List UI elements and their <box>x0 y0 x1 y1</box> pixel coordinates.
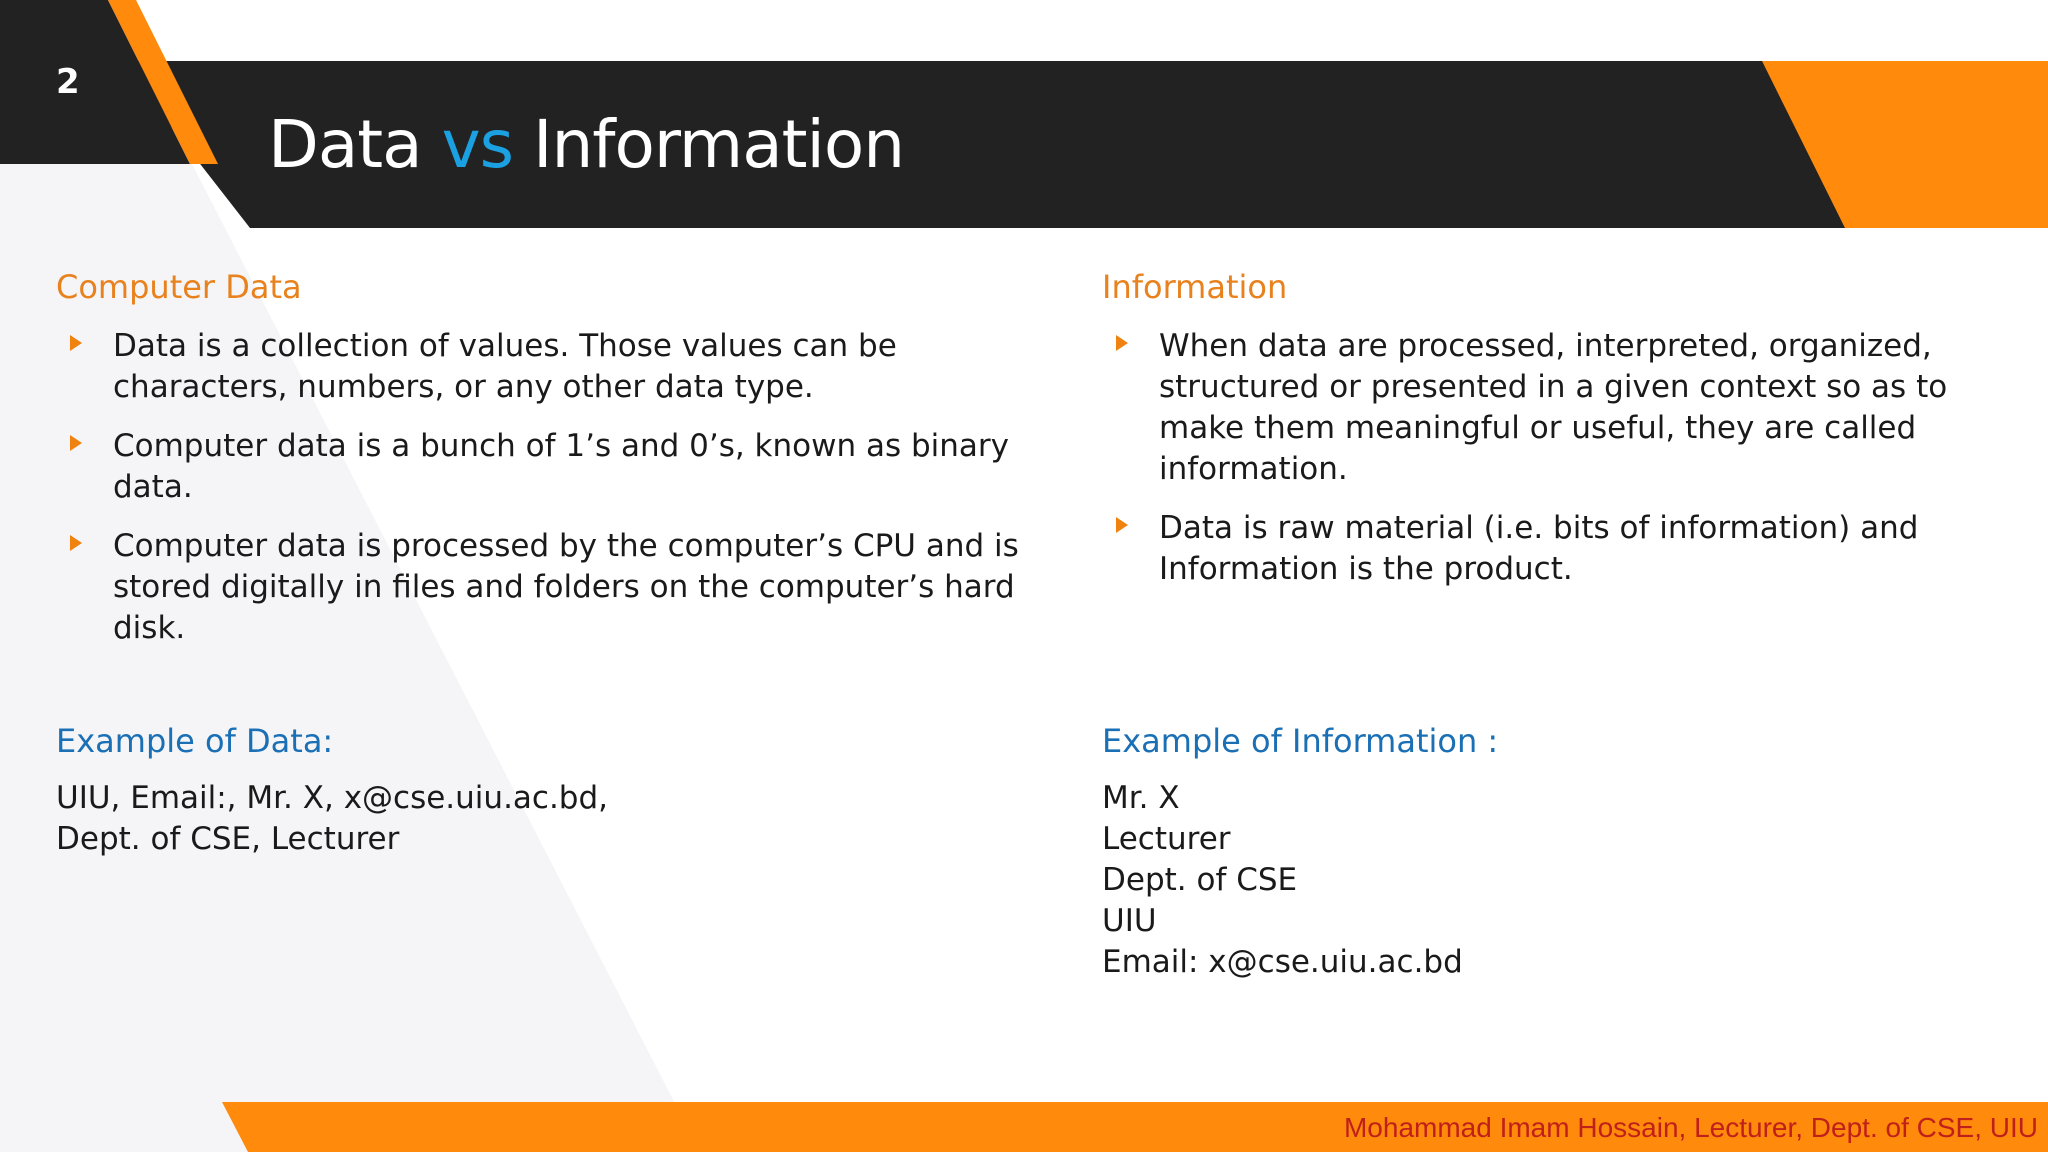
computer-data-bullets <box>56 326 1056 649</box>
example-data-line: Dept. of CSE, Lecturer <box>56 821 400 857</box>
slide-number: 2 <box>56 62 80 102</box>
slide-title <box>268 106 904 183</box>
computer-data-heading: Computer Data <box>56 268 302 306</box>
example-information-heading: Example of Information : <box>1102 722 1499 760</box>
title-data: Data <box>268 106 442 183</box>
example-information-line: Mr. X <box>1102 780 1180 816</box>
bullet-item <box>56 326 1056 408</box>
information-section <box>1102 266 2002 608</box>
example-of-information <box>1102 720 1802 983</box>
title-information: Information <box>513 106 905 183</box>
bullet-text: Computer data is a bunch of 1’s and 0’s, known as binary data. <box>113 428 1010 505</box>
footer-author: Mohammad Imam Hossain, Lecturer, Dept. of CSE, UIU <box>1343 1112 2038 1143</box>
information-bullets <box>1102 326 2002 590</box>
bullet-arrow-icon <box>70 535 82 551</box>
bullet-text: Data is raw material (i.e. bits of information) and Information is the product. <box>1159 510 1919 587</box>
example-information-line: UIU <box>1102 903 1157 939</box>
bullet-arrow-icon <box>1116 335 1128 351</box>
bullet-item <box>56 526 1056 649</box>
example-information-line: Dept. of CSE <box>1102 862 1298 898</box>
bullet-text: Data is a collection of values. Those values can be characters, numbers, or any other data type. <box>113 328 897 405</box>
computer-data-section <box>56 266 1056 667</box>
bullet-text: When data are processed, interpreted, organized, structured or presented in a given context so as to make them meaningful or useful, they are called information. <box>1159 328 1948 487</box>
bullet-item <box>1102 326 2002 490</box>
example-data-heading: Example of Data: <box>56 722 334 760</box>
example-information-line: Email: x@cse.uiu.ac.bd <box>1102 944 1463 980</box>
title-vs: vs <box>441 106 514 183</box>
bullet-item <box>56 426 1056 508</box>
bullet-text: Computer data is processed by the computer’s CPU and is stored digitally in files and folders on the computer’s hard disk. <box>113 528 1019 646</box>
bullet-arrow-icon <box>1116 517 1128 533</box>
bullet-arrow-icon <box>70 335 82 351</box>
example-data-line: UIU, Email:, Mr. X, x@cse.uiu.ac.bd, <box>56 780 609 816</box>
information-heading: Information <box>1102 268 1288 306</box>
bullet-arrow-icon <box>70 435 82 451</box>
example-of-data <box>56 720 756 860</box>
bullet-item <box>1102 508 2002 590</box>
example-information-line: Lecturer <box>1102 821 1231 857</box>
